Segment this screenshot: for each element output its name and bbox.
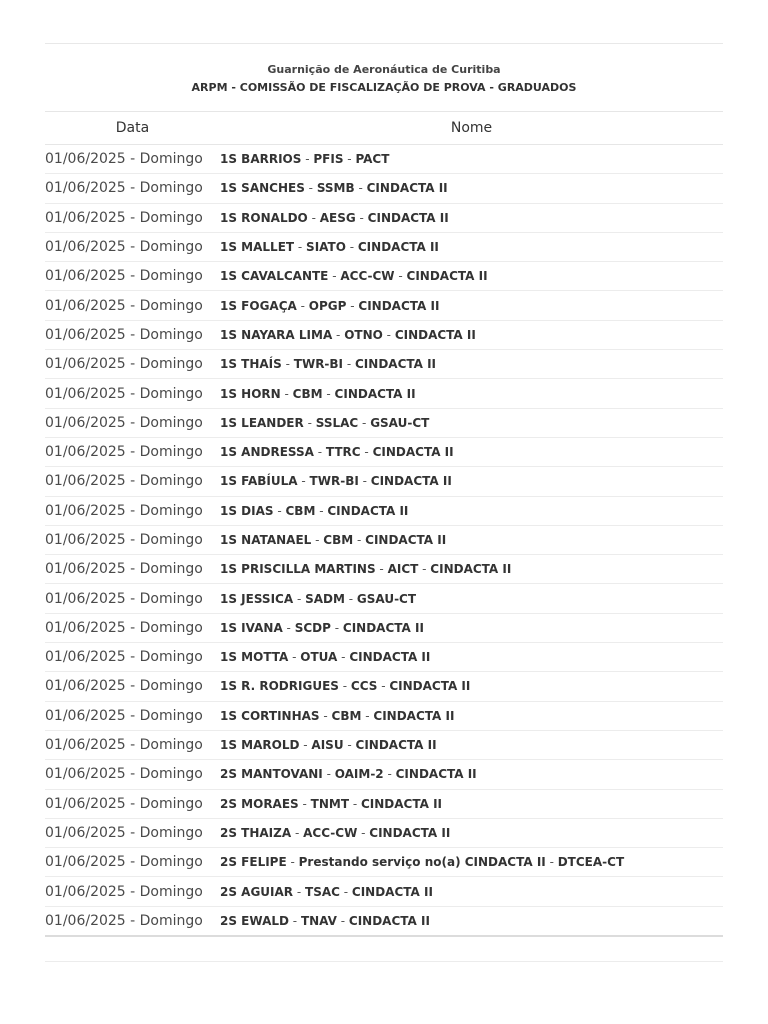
schedule-table xyxy=(45,112,723,937)
name-separator: - xyxy=(313,445,326,460)
person-unit: PACT xyxy=(355,152,390,167)
person-unit: CINDACTA II xyxy=(351,884,433,899)
row-date: 01/06/2025 - Domingo xyxy=(45,525,220,554)
table-header-row xyxy=(45,112,723,145)
name-separator: - xyxy=(301,152,314,167)
row-name xyxy=(220,203,723,232)
person-name: 1S MOTTA xyxy=(220,650,289,665)
person-name: 1S MALLET xyxy=(220,240,295,255)
row-name xyxy=(220,906,723,936)
name-separator: - xyxy=(343,152,356,167)
table-row xyxy=(45,877,723,906)
person-unit: CINDACTA II xyxy=(366,181,448,196)
name-separator: - xyxy=(307,210,320,225)
row-name xyxy=(220,818,723,847)
row-name xyxy=(220,232,723,261)
table-row xyxy=(45,350,723,379)
person-sector: OTUA xyxy=(300,650,338,665)
row-name xyxy=(220,877,723,906)
bottom-divider xyxy=(45,961,723,962)
name-separator: - xyxy=(418,562,431,577)
column-header-name: Nome xyxy=(220,112,723,145)
name-separator: - xyxy=(339,884,352,899)
table-row xyxy=(45,408,723,437)
person-name: 2S MANTOVANI xyxy=(220,767,323,782)
name-separator: - xyxy=(360,445,373,460)
row-date: 01/06/2025 - Domingo xyxy=(45,877,220,906)
person-name: 1S ANDRESSA xyxy=(220,445,314,460)
person-unit: CINDACTA II xyxy=(406,269,488,284)
table-row xyxy=(45,232,723,261)
person-name: 1S IVANA xyxy=(220,620,283,635)
name-separator: - xyxy=(382,327,395,342)
person-sector: TWR-BI xyxy=(309,474,359,489)
document-sheet xyxy=(45,43,723,937)
person-unit: CINDACTA II xyxy=(367,210,449,225)
person-unit: CINDACTA II xyxy=(394,327,476,342)
name-separator: - xyxy=(346,298,359,313)
name-separator: - xyxy=(338,679,351,694)
person-sector: OPGP xyxy=(308,298,347,313)
person-name: 1S FOGAÇA xyxy=(220,298,297,313)
table-row xyxy=(45,701,723,730)
row-name xyxy=(220,408,723,437)
name-separator: - xyxy=(337,650,350,665)
name-separator: - xyxy=(330,620,343,635)
person-unit: CINDACTA II xyxy=(370,474,452,489)
person-unit: CINDACTA II xyxy=(360,796,443,811)
person-unit: CINDACTA II xyxy=(369,825,451,840)
person-name: 2S THAIZA xyxy=(220,825,292,840)
name-separator: - xyxy=(293,591,306,606)
row-name xyxy=(220,613,723,642)
row-name xyxy=(220,262,723,291)
row-name xyxy=(220,496,723,525)
person-sector: TWR-BI xyxy=(293,357,344,372)
person-name: 1S DIAS xyxy=(220,503,274,518)
person-unit: CINDACTA II xyxy=(365,533,447,547)
person-unit: CINDACTA II xyxy=(372,445,454,460)
name-separator: - xyxy=(357,825,370,840)
person-sector: SCDP xyxy=(294,620,331,635)
person-name: 1S LEANDER xyxy=(220,415,304,430)
row-name xyxy=(220,320,723,349)
person-name: 1S RONALDO xyxy=(220,210,308,225)
name-separator: - xyxy=(304,181,317,196)
person-sector: CBM xyxy=(292,386,323,401)
name-separator: - xyxy=(319,708,332,723)
name-separator: - xyxy=(344,591,357,606)
name-separator: - xyxy=(328,269,341,284)
table-row xyxy=(45,789,723,818)
row-date: 01/06/2025 - Domingo xyxy=(45,467,220,496)
name-separator: - xyxy=(358,415,371,430)
table-row xyxy=(45,906,723,936)
person-unit: CINDACTA II xyxy=(342,620,424,635)
person-sector: TNMT xyxy=(310,796,350,811)
table-row xyxy=(45,145,723,174)
name-separator: - xyxy=(361,708,374,723)
row-date: 01/06/2025 - Domingo xyxy=(45,643,220,672)
row-date: 01/06/2025 - Domingo xyxy=(45,555,220,584)
name-separator: - xyxy=(281,357,294,372)
person-sector: AESG xyxy=(319,210,356,225)
row-date: 01/06/2025 - Domingo xyxy=(45,496,220,525)
name-separator: - xyxy=(293,884,306,899)
row-name xyxy=(220,555,723,584)
person-unit: CINDACTA II xyxy=(355,357,437,372)
row-date: 01/06/2025 - Domingo xyxy=(45,408,220,437)
name-separator: - xyxy=(288,650,301,665)
name-separator: - xyxy=(298,796,311,811)
person-sector: PFIS xyxy=(313,152,344,167)
person-sector: TNAV xyxy=(300,913,337,928)
organization-title: Guarnição de Aeronáutica de Curitiba xyxy=(267,63,501,76)
row-name xyxy=(220,701,723,730)
row-name xyxy=(220,379,723,408)
row-date: 01/06/2025 - Domingo xyxy=(45,174,220,203)
name-separator: - xyxy=(375,562,388,577)
person-name: 2S MORAES xyxy=(220,796,299,811)
name-separator: - xyxy=(296,298,309,313)
table-row xyxy=(45,174,723,203)
name-separator: - xyxy=(288,913,301,928)
row-name xyxy=(220,291,723,320)
name-separator: - xyxy=(355,210,368,225)
name-separator: - xyxy=(311,533,324,547)
name-separator: - xyxy=(273,503,286,518)
row-name xyxy=(220,467,723,496)
row-date: 01/06/2025 - Domingo xyxy=(45,350,220,379)
person-name: 1S MAROLD xyxy=(220,738,300,753)
name-separator: - xyxy=(280,386,293,401)
person-unit: CINDACTA II xyxy=(327,503,409,518)
name-separator: - xyxy=(354,181,367,196)
person-sector: OAIM-2 xyxy=(334,767,384,782)
table-row xyxy=(45,555,723,584)
name-separator: - xyxy=(394,269,407,284)
row-date: 01/06/2025 - Domingo xyxy=(45,818,220,847)
person-name: 1S HORN xyxy=(220,386,281,401)
document-header xyxy=(45,44,723,112)
name-separator: - xyxy=(294,240,307,255)
person-sector: CCS xyxy=(350,679,378,694)
person-sector: SSLAC xyxy=(315,415,359,430)
name-separator: - xyxy=(291,825,304,840)
person-sector: ACC-CW xyxy=(340,269,395,284)
name-separator: - xyxy=(315,503,328,518)
person-name: 1S PRISCILLA MARTINS xyxy=(220,562,376,577)
row-date: 01/06/2025 - Domingo xyxy=(45,379,220,408)
person-name: 2S EWALD xyxy=(220,913,289,928)
table-row xyxy=(45,291,723,320)
person-name: 1S FABÍULA xyxy=(220,474,298,489)
name-separator: - xyxy=(349,796,361,811)
person-name: 1S R. RODRIGUES xyxy=(220,679,339,694)
person-sector: TTRC xyxy=(325,445,361,460)
row-name xyxy=(220,848,723,877)
row-date: 01/06/2025 - Domingo xyxy=(45,320,220,349)
person-unit: CINDACTA II xyxy=(348,913,430,928)
person-unit: CINDACTA II xyxy=(389,679,471,694)
name-separator: - xyxy=(343,738,356,753)
person-unit: GSAU-CT xyxy=(370,415,430,430)
row-name xyxy=(220,145,723,174)
person-name: 2S FELIPE xyxy=(220,855,287,870)
person-unit: CINDACTA II xyxy=(373,708,455,723)
person-name: 1S NATANAEL xyxy=(220,533,312,547)
commission-title: ARPM - COMISSÃO DE FISCALIZAÇÃO DE PROVA - GRADUADOS xyxy=(191,81,577,94)
person-name: 1S CAVALCANTE xyxy=(220,269,329,284)
row-name xyxy=(220,730,723,759)
row-name xyxy=(220,643,723,672)
row-date: 01/06/2025 - Domingo xyxy=(45,672,220,701)
person-unit: DTCEA-CT xyxy=(557,855,625,870)
table-row xyxy=(45,379,723,408)
person-name: 1S THAÍS xyxy=(220,357,282,372)
table-row xyxy=(45,760,723,789)
name-separator: - xyxy=(383,767,396,782)
person-name: 1S BARRIOS xyxy=(220,152,302,167)
name-separator: - xyxy=(322,386,335,401)
person-sector: AISU xyxy=(311,738,344,753)
table-row xyxy=(45,730,723,759)
table-row xyxy=(45,320,723,349)
person-sector: CBM xyxy=(285,503,316,518)
row-date: 01/06/2025 - Domingo xyxy=(45,291,220,320)
name-separator: - xyxy=(322,767,335,782)
row-name xyxy=(220,525,723,554)
person-name: 1S CORTINHAS xyxy=(220,708,320,723)
column-header-date: Data xyxy=(45,112,220,145)
table-row xyxy=(45,818,723,847)
row-date: 01/06/2025 - Domingo xyxy=(45,232,220,261)
row-date: 01/06/2025 - Domingo xyxy=(45,437,220,466)
name-separator: - xyxy=(345,240,358,255)
name-separator: - xyxy=(297,474,310,489)
name-separator: - xyxy=(545,855,558,870)
person-sector: ACC-CW xyxy=(303,825,358,840)
person-name: 1S JESSICA xyxy=(220,591,294,606)
table-row xyxy=(45,613,723,642)
row-date: 01/06/2025 - Domingo xyxy=(45,760,220,789)
name-separator: - xyxy=(299,738,312,753)
row-date: 01/06/2025 - Domingo xyxy=(45,262,220,291)
row-date: 01/06/2025 - Domingo xyxy=(45,906,220,936)
person-sector: Prestando serviço no(a) CINDACTA II xyxy=(298,855,546,870)
person-sector: AICT xyxy=(387,562,419,577)
person-name: 1S SANCHES xyxy=(220,181,305,196)
row-date: 01/06/2025 - Domingo xyxy=(45,613,220,642)
table-row xyxy=(45,643,723,672)
table-row xyxy=(45,672,723,701)
table-row xyxy=(45,496,723,525)
name-separator: - xyxy=(286,855,299,870)
table-row xyxy=(45,467,723,496)
person-unit: CINDACTA II xyxy=(358,298,440,313)
person-sector: SIATO xyxy=(306,240,346,255)
person-unit: CINDACTA II xyxy=(355,738,437,753)
table-row xyxy=(45,262,723,291)
table-row xyxy=(45,525,723,554)
person-sector: CBM xyxy=(323,533,354,547)
person-unit: CINDACTA II xyxy=(349,650,431,665)
person-unit: CINDACTA II xyxy=(334,386,416,401)
row-date: 01/06/2025 - Domingo xyxy=(45,203,220,232)
person-sector: OTNO xyxy=(344,327,383,342)
row-date: 01/06/2025 - Domingo xyxy=(45,701,220,730)
name-separator: - xyxy=(343,357,355,372)
person-sector: TSAC xyxy=(305,884,340,899)
row-name xyxy=(220,584,723,613)
name-separator: - xyxy=(282,620,295,635)
row-name xyxy=(220,760,723,789)
person-sector: SSMB xyxy=(316,181,355,196)
name-separator: - xyxy=(358,474,371,489)
person-unit: CINDACTA II xyxy=(357,240,439,255)
person-unit: CINDACTA II xyxy=(430,562,512,577)
person-sector: SADM xyxy=(305,591,345,606)
row-name xyxy=(220,350,723,379)
person-sector: CBM xyxy=(331,708,362,723)
row-name xyxy=(220,174,723,203)
table-row xyxy=(45,848,723,877)
row-date: 01/06/2025 - Domingo xyxy=(45,730,220,759)
name-separator: - xyxy=(353,533,366,547)
row-name xyxy=(220,789,723,818)
row-date: 01/06/2025 - Domingo xyxy=(45,848,220,877)
row-date: 01/06/2025 - Domingo xyxy=(45,584,220,613)
name-separator: - xyxy=(332,327,345,342)
name-separator: - xyxy=(377,679,390,694)
name-separator: - xyxy=(336,913,349,928)
person-name: 1S NAYARA LIMA xyxy=(220,327,333,342)
row-name xyxy=(220,437,723,466)
table-row xyxy=(45,584,723,613)
person-name: 2S AGUIAR xyxy=(220,884,294,899)
table-body xyxy=(45,145,723,937)
name-separator: - xyxy=(303,415,316,430)
table-row xyxy=(45,437,723,466)
row-date: 01/06/2025 - Domingo xyxy=(45,145,220,174)
person-unit: CINDACTA II xyxy=(395,767,477,782)
row-name xyxy=(220,672,723,701)
table-row xyxy=(45,203,723,232)
person-unit: GSAU-CT xyxy=(356,591,417,606)
row-date: 01/06/2025 - Domingo xyxy=(45,789,220,818)
